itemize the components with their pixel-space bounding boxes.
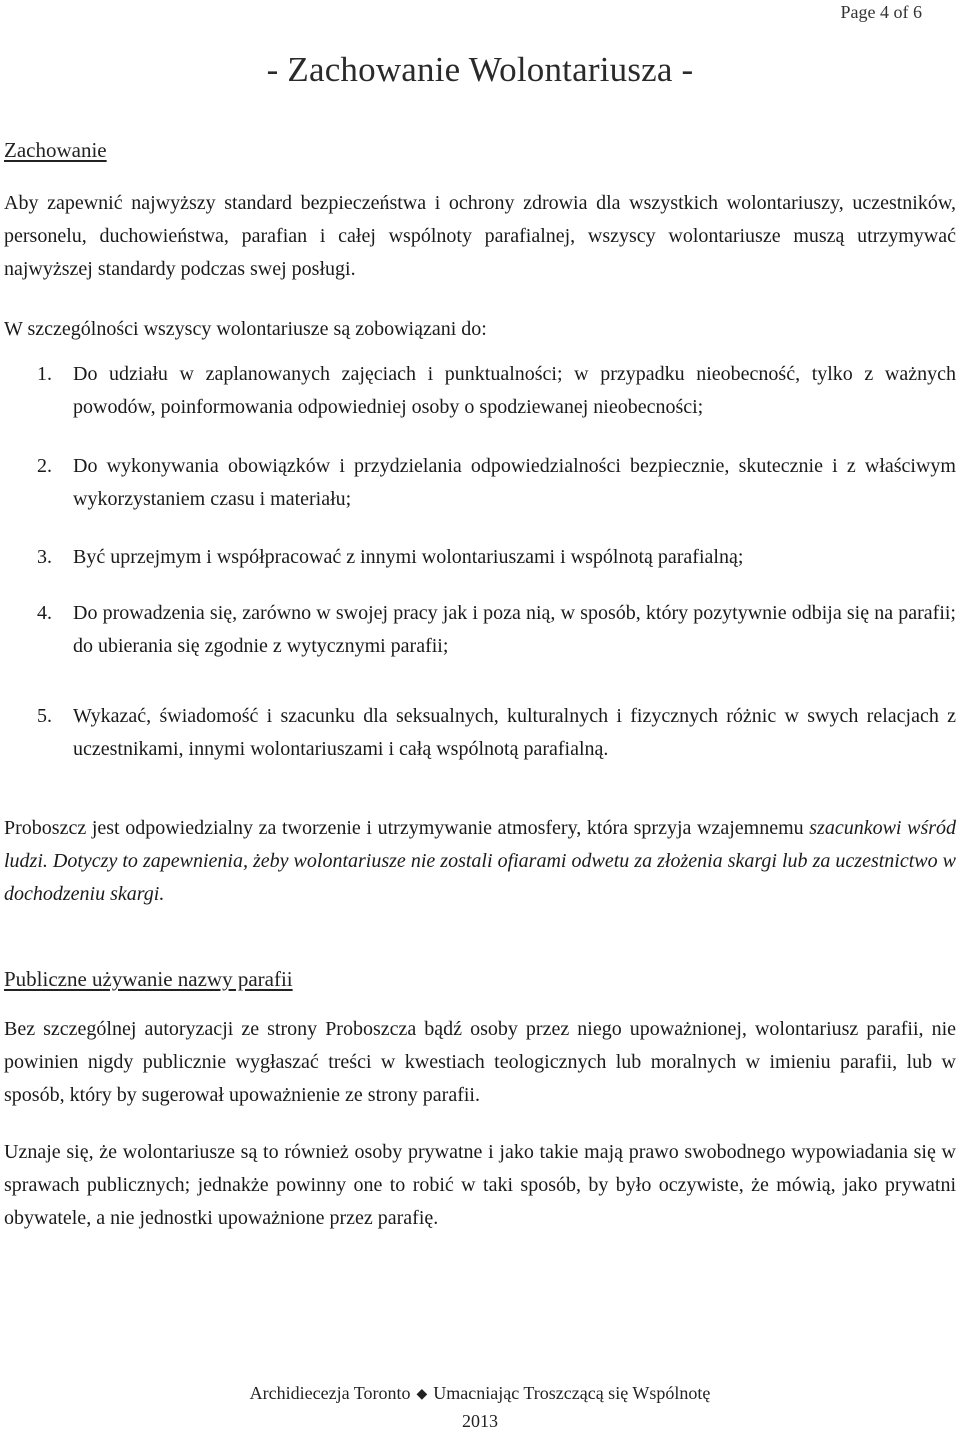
pastor-responsibility-italic-text: szacunkowi wśród ludzi. Dotyczy to zapewnienia, żeby wolontariusze nie zostali ofiarami odwetu za złożenia skargi lub za uczestnictwo w dochodzeniu skargi. xyxy=(4,817,957,905)
list-item-number: 1. xyxy=(37,363,52,385)
page-title: - Zachowanie Wolontariusza - xyxy=(266,50,694,89)
intro-paragraph: Aby zapewnić najwyższy standard bezpieczeństwa i ochrony zdrowia dla wszystkich wolontariuszy, uczestników, personelu, duchowieństwa, parafian i całej wspólnoty parafialnej, wszyscy wolontariusze muszą utrzymywać najwyższej standardy podczas swej posługi. xyxy=(4,192,956,280)
section-heading-public-use: Publiczne używanie nazwy parafii xyxy=(4,967,293,991)
pastor-responsibility-text: Proboszcz jest odpowiedzialny za tworzenie i utrzymywanie atmosfery, która sprzyja wzajemnemu xyxy=(4,817,804,839)
private-citizens-paragraph: Uznaje się, że wolontariusze są to również osoby prywatne i jako takie mają prawo swobodnego wypowiadania się w sprawach publicznych; jednakże powinny one to robić w taki sposób, by było oczywiste, że mówią, jako prywatni obywatele, a nie jednostki upoważnione przez parafię. xyxy=(4,1141,956,1229)
pastor-responsibility-paragraph xyxy=(4,812,956,911)
section-heading-zachowanie: Zachowanie xyxy=(4,138,107,162)
list-item-text: Być uprzejmym i współpracować z innymi wolontariuszami i wspólnotą parafialną; xyxy=(73,546,744,568)
authorization-paragraph: Bez szczególnej autoryzacji ze strony Proboszcza bądź osoby przez niego upoważnionej, wolontariusz parafii, nie powinien nigdy publicznie wygłaszać treści w kwestiach teologicznych lub moralnych w imieniu parafii, lub w sposób, który by sugerował upoważnienie ze strony parafii. xyxy=(4,1018,956,1106)
footer-year: 2013 xyxy=(462,1411,498,1431)
list-item-number: 3. xyxy=(37,546,52,568)
list-item-text: Wykazać, świadomość i szacunku dla seksualnych, kulturalnych i fizycznych różnic w swych relacjach z uczestnikami, innymi wolontariuszami i całą wspólnotą parafialną. xyxy=(73,705,956,760)
list-item-number: 5. xyxy=(37,705,52,727)
list-item-text: Do wykonywania obowiązków i przydzielania odpowiedzialności bezpiecznie, skutecznie i z właściwym wykorzystaniem czasu i materiału; xyxy=(73,455,956,510)
list-item-number: 2. xyxy=(37,455,52,477)
diamond-separator-icon: ◆ xyxy=(416,1387,428,1402)
footer-program: Umacniając Troszczącą się Wspólnotę xyxy=(433,1383,711,1403)
page-number: Page 4 of 6 xyxy=(840,2,922,22)
list-item-text: Do prowadzenia się, zarówno w swojej pracy jak i poza nią, w sposób, który pozytywnie odbija się na parafii; do ubierania się zgodnie z wytycznymi parafii; xyxy=(73,602,956,657)
page-footer xyxy=(0,1380,960,1434)
list-item-number: 4. xyxy=(37,602,52,624)
obligations-lead: W szczególności wszyscy wolontariusze są zobowiązani do: xyxy=(4,318,487,340)
footer-org: Archidiecezja Toronto xyxy=(249,1383,411,1403)
footer-line xyxy=(0,1380,960,1408)
list-item-text: Do udziału w zaplanowanych zajęciach i punktualności; w przypadku nieobecność, tylko z ważnych powodów, poinformowania odpowiedniej osoby o spodziewanej nieobecności; xyxy=(73,363,956,418)
